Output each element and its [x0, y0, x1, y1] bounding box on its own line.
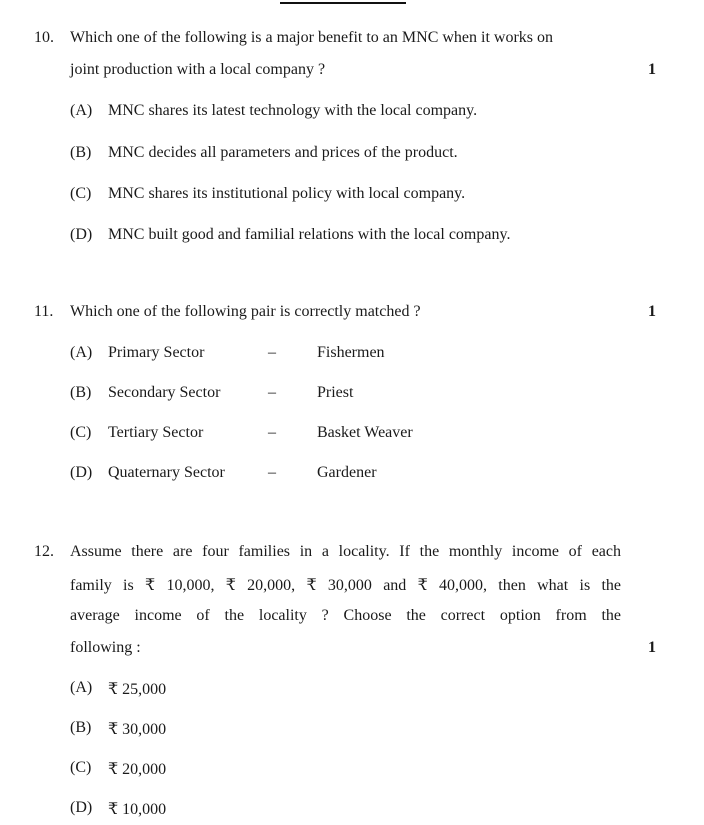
- option-letter: (C): [70, 185, 92, 202]
- option-text: ₹ 10,000: [108, 801, 167, 818]
- question-text-line: Assume there are four families in a locality. If the monthly income of each: [70, 543, 621, 560]
- option-letter: (A): [70, 344, 93, 361]
- option-letter: (B): [70, 384, 92, 401]
- option-sector: Tertiary Sector: [108, 424, 204, 441]
- match-dash: –: [268, 384, 276, 401]
- option-sector: Secondary Sector: [108, 384, 221, 401]
- question-text-line: joint production with a local company ?: [70, 61, 326, 78]
- option-match: Basket Weaver: [317, 424, 413, 441]
- option-match: Priest: [317, 384, 354, 401]
- question-text-line: family is ₹ 10,000, ₹ 20,000, ₹ 30,000 and ₹ 40,000, then what is the: [70, 577, 621, 594]
- option-text: MNC decides all parameters and prices of the product.: [108, 144, 458, 161]
- marks-label: 1: [648, 639, 656, 656]
- question-text-line: Which one of the following pair is correctly matched ?: [70, 303, 421, 320]
- question-number: 12.: [34, 543, 54, 560]
- question-text-line: following :: [70, 639, 141, 656]
- option-sector: Primary Sector: [108, 344, 205, 361]
- marks-label: 1: [648, 303, 656, 320]
- option-letter: (C): [70, 424, 92, 441]
- option-text: ₹ 25,000: [108, 681, 167, 698]
- option-text: ₹ 30,000: [108, 721, 167, 738]
- option-letter: (B): [70, 719, 92, 736]
- question-text-line: Which one of the following is a major benefit to an MNC when it works on: [70, 29, 554, 46]
- question-number: 10.: [34, 29, 54, 46]
- option-sector: Quaternary Sector: [108, 464, 225, 481]
- option-letter: (D): [70, 799, 93, 816]
- option-match: Fishermen: [317, 344, 385, 361]
- option-letter: (A): [70, 679, 93, 696]
- option-letter: (C): [70, 759, 92, 776]
- question-number: 11.: [34, 303, 54, 320]
- option-letter: (B): [70, 144, 92, 161]
- option-text: MNC shares its institutional policy with local company.: [108, 185, 466, 202]
- option-text: MNC shares its latest technology with the local company.: [108, 102, 478, 119]
- option-match: Gardener: [317, 464, 377, 481]
- option-letter: (D): [70, 226, 93, 243]
- match-dash: –: [268, 464, 276, 481]
- marks-label: 1: [648, 61, 656, 78]
- match-dash: –: [268, 344, 276, 361]
- option-letter: (A): [70, 102, 93, 119]
- question-text-line: average income of the locality ? Choose the correct option from the: [70, 607, 621, 624]
- match-dash: –: [268, 424, 276, 441]
- option-text: ₹ 20,000: [108, 761, 167, 778]
- top-rule: [280, 2, 406, 4]
- option-letter: (D): [70, 464, 93, 481]
- option-text: MNC built good and familial relations with the local company.: [108, 226, 511, 243]
